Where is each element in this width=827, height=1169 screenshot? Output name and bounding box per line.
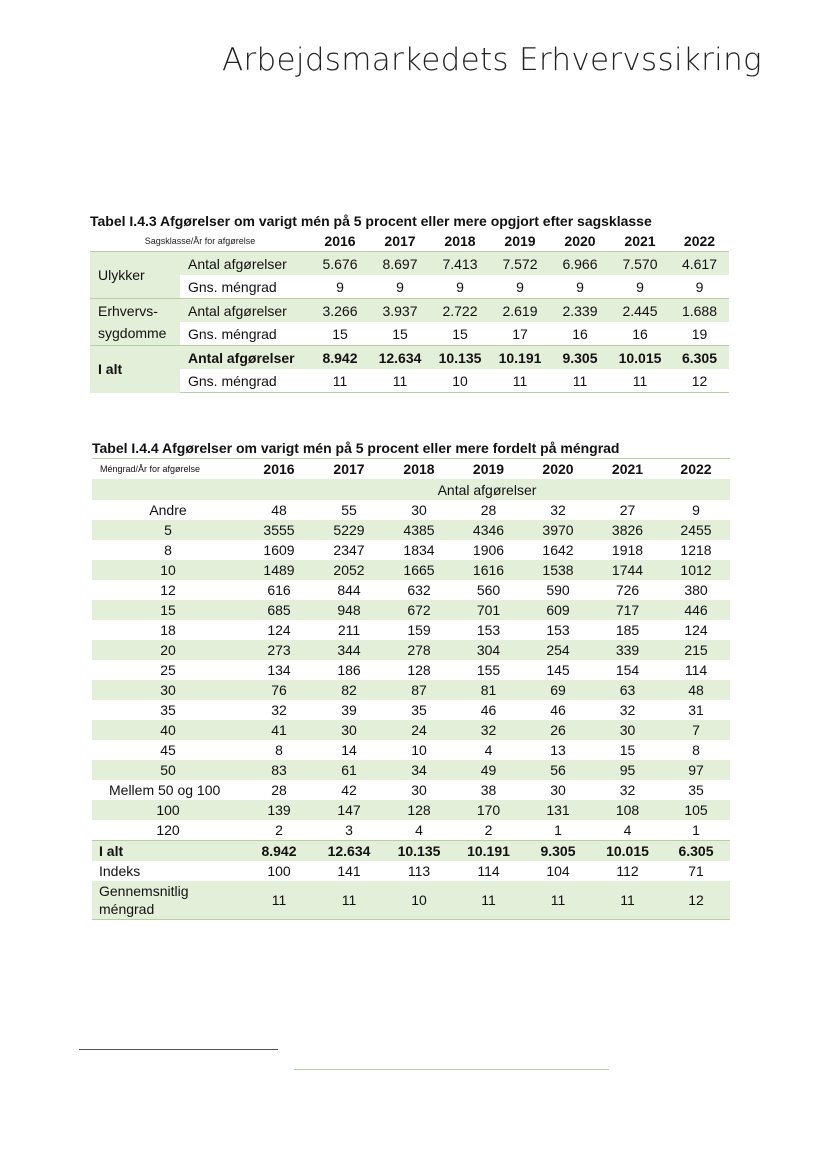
table-cell: 10 <box>384 881 454 920</box>
table-cell: 15 <box>619 742 636 758</box>
row-label: 50 <box>92 760 244 780</box>
table-cell: 5229 <box>314 520 384 540</box>
table-cell: 1 <box>554 822 562 838</box>
table-cell: 1538 <box>523 560 593 580</box>
table-cell: 12.634 <box>370 346 430 370</box>
table-cell: 4385 <box>384 520 454 540</box>
table-cell: 254 <box>523 640 593 660</box>
table-cell: 844 <box>337 582 361 598</box>
table-cell: 1906 <box>472 542 505 558</box>
subheader-row <box>92 479 730 500</box>
table-cell: 12 <box>662 881 730 920</box>
table-cell: 590 <box>546 582 570 598</box>
row-label: 10 <box>92 560 244 580</box>
table-cell: 3826 <box>593 520 662 540</box>
table-row <box>92 540 730 560</box>
table-cell: 380 <box>684 582 708 598</box>
row-label: 12 <box>160 582 176 598</box>
table-cell: 10.191 <box>490 346 550 370</box>
table-cell: 154 <box>615 662 640 678</box>
table-cell: 9.305 <box>523 841 593 862</box>
table-row <box>92 620 730 640</box>
row-label: 15 <box>92 600 244 620</box>
table-cell: 8.942 <box>310 346 370 370</box>
table-cell: 1489 <box>244 560 314 580</box>
table-cell: 11 <box>244 881 314 920</box>
table-cell: 155 <box>476 662 501 678</box>
table-cell: 153 <box>476 622 501 638</box>
table-cell: 63 <box>593 680 662 700</box>
row-label: 25 <box>160 662 176 678</box>
table-cell: 1642 <box>542 542 574 558</box>
table-header-row <box>92 459 730 480</box>
table-cell: 30 <box>411 502 427 518</box>
table-cell: 69 <box>523 680 593 700</box>
table-cell: 4 <box>415 822 423 838</box>
table-row <box>90 299 729 323</box>
table-cell: 3.937 <box>370 299 430 323</box>
table-cell: 113 <box>407 863 431 879</box>
table-cell: 31 <box>688 702 704 718</box>
table-cell: 32 <box>454 720 523 740</box>
table-cell: 30 <box>411 782 427 798</box>
table-cell: 97 <box>662 760 730 780</box>
table-cell: 139 <box>244 800 314 820</box>
table-cell: 9 <box>550 275 610 299</box>
table-cell: 717 <box>593 600 662 620</box>
table-cell: 7.572 <box>490 252 550 276</box>
table-cell: 82 <box>314 680 384 700</box>
table-cell: 685 <box>244 600 314 620</box>
table-cell: 32 <box>271 702 287 718</box>
table-cell: 7 <box>662 720 730 740</box>
table-row <box>92 760 730 780</box>
table-cell: 17 <box>490 322 550 346</box>
table-cell: 32 <box>619 702 636 718</box>
table-cell: 3.266 <box>310 299 370 323</box>
table-cell: 145 <box>546 662 570 678</box>
table-row <box>92 560 730 580</box>
table-cell: 6.305 <box>670 346 729 370</box>
row-label: 40 <box>92 720 244 740</box>
table-cell: 344 <box>314 640 384 660</box>
table-cell: 560 <box>476 582 501 598</box>
table-cell: 42 <box>341 782 357 798</box>
table-cell: 28 <box>271 782 287 798</box>
table-cell: 35 <box>411 702 427 718</box>
table-cell: 124 <box>267 622 291 638</box>
table-cell: 134 <box>267 662 291 678</box>
group-label: I alt <box>90 346 180 393</box>
table-cell: 11 <box>490 369 550 393</box>
table-cell: 32 <box>550 502 566 518</box>
table-cell: 186 <box>337 662 361 678</box>
table-row <box>92 640 730 660</box>
row-label: Gns. méngrad <box>180 275 310 299</box>
table-cell: 2.445 <box>610 299 670 323</box>
table-row <box>92 720 730 740</box>
table-cell: 147 <box>314 800 384 820</box>
row-label: 30 <box>92 680 244 700</box>
row-label: 5 <box>92 520 244 540</box>
year-header: 2019 <box>504 233 536 249</box>
table-caption-i43: Tabel I.4.3 Afgørelser om varigt mén på 5 procent eller mere opgjort efter sagsklasse <box>90 213 652 229</box>
table-cell: 9 <box>670 275 729 299</box>
table-cell: 609 <box>523 600 593 620</box>
table-cell: 2.339 <box>550 299 610 323</box>
table-row <box>92 820 730 841</box>
table-cell: 95 <box>593 760 662 780</box>
table-cell: 948 <box>314 600 384 620</box>
table-cell: 2052 <box>314 560 384 580</box>
table-cell: 46 <box>550 702 566 718</box>
table-row <box>92 780 730 800</box>
table-cell: 1744 <box>593 560 662 580</box>
table-cell: 5.676 <box>310 252 370 276</box>
table-cell: 2 <box>275 822 283 838</box>
table-cell: 141 <box>337 863 361 879</box>
table-cell: 114 <box>477 863 500 879</box>
page-header-title: Arbejdsmarkedets Erhvervssikring <box>222 42 762 78</box>
table-cell: 170 <box>454 800 523 820</box>
table-cell: 1 <box>692 822 700 838</box>
table-cell: 15 <box>310 322 370 346</box>
table-cell: 8 <box>275 742 283 758</box>
table-cell: 104 <box>546 863 570 879</box>
table-row <box>92 600 730 620</box>
table-i43 <box>90 231 729 393</box>
table-cell: 1918 <box>611 542 644 558</box>
table-cell: 76 <box>244 680 314 700</box>
table-cell: 1665 <box>384 560 454 580</box>
table-cell: 35 <box>688 782 704 798</box>
row-label: 45 <box>160 742 176 758</box>
year-header: 2017 <box>384 233 416 249</box>
table-cell: 30 <box>593 720 662 740</box>
table-cell: 48 <box>662 680 730 700</box>
table-cell: 1616 <box>454 560 523 580</box>
row-label: Indeks <box>99 863 141 879</box>
footer-divider <box>294 1069 609 1070</box>
year-header: 2020 <box>564 233 596 249</box>
table-cell: 32 <box>619 782 636 798</box>
table-cell: 446 <box>662 600 730 620</box>
row-label: 8 <box>164 542 172 558</box>
table-row <box>90 252 729 276</box>
year-header: 2018 <box>444 233 476 249</box>
table-cell: 632 <box>407 582 431 598</box>
table-cell: 8 <box>692 742 700 758</box>
table-cell: 7.570 <box>610 252 670 276</box>
table-cell: 3555 <box>244 520 314 540</box>
row-label: 35 <box>160 702 176 718</box>
table-cell: 11 <box>550 369 610 393</box>
table-row <box>92 520 730 540</box>
table-cell: 153 <box>546 622 570 638</box>
table-cell: 30 <box>314 720 384 740</box>
table-cell: 38 <box>480 782 497 798</box>
corner-label: Sagsklasse/År for afgørelse <box>144 236 256 246</box>
year-header: 2018 <box>384 459 454 480</box>
table-cell: 2.722 <box>430 299 490 323</box>
table-cell: 11 <box>314 881 384 920</box>
table-cell: 16 <box>550 322 610 346</box>
table-cell: 28 <box>480 502 497 518</box>
table-cell: 2455 <box>662 520 730 540</box>
table-cell: 24 <box>384 720 454 740</box>
year-header: 2020 <box>523 459 593 480</box>
table-cell: 10.135 <box>430 346 490 370</box>
corner-label: Méngrad/År for afgørelse <box>92 459 244 480</box>
table-cell: 1834 <box>403 542 435 558</box>
table-cell: 4 <box>484 742 493 758</box>
table-cell: 11 <box>370 369 430 393</box>
table-cell: 12 <box>670 369 729 393</box>
table-cell: 304 <box>454 640 523 660</box>
table-cell: 1012 <box>662 560 730 580</box>
table-cell: 7.413 <box>430 252 490 276</box>
table-cell: 30 <box>550 782 566 798</box>
table-cell: 8.942 <box>244 841 314 862</box>
table-cell: 4.617 <box>670 252 729 276</box>
table-cell: 9 <box>610 275 670 299</box>
table-cell: 6.966 <box>550 252 610 276</box>
table-cell: 159 <box>407 622 431 638</box>
table-cell: 211 <box>337 622 361 638</box>
table-cell: 273 <box>244 640 314 660</box>
year-header: 2017 <box>314 459 384 480</box>
row-label: Gns. méngrad <box>180 369 310 393</box>
row-label: Antal afgørelser <box>180 252 310 276</box>
table-row <box>92 700 730 720</box>
year-header: 2022 <box>662 459 730 480</box>
table-cell: 11 <box>523 881 593 920</box>
table-row <box>90 346 729 370</box>
row-label: Mellem 50 og 100 <box>109 782 221 798</box>
table-cell: 9 <box>430 275 490 299</box>
table-body <box>92 500 730 841</box>
row-label: 18 <box>160 622 176 638</box>
table-cell: 34 <box>384 760 454 780</box>
table-cell: 616 <box>267 582 291 598</box>
table-caption-i44: Tabel I.4.4 Afgørelser om varigt mén på 5 procent eller mere fordelt på méngrad <box>92 440 620 456</box>
footnote-divider <box>79 1049 278 1050</box>
table-header-row <box>90 231 729 252</box>
table-cell: 124 <box>684 622 708 638</box>
table-cell: 49 <box>454 760 523 780</box>
table-cell: 27 <box>619 502 636 518</box>
table-cell: 185 <box>615 622 640 638</box>
year-header: 2016 <box>244 459 314 480</box>
table-cell: 10.191 <box>454 841 523 862</box>
table-cell: 71 <box>688 863 704 879</box>
table-cell: 11 <box>454 881 523 920</box>
table-cell: 112 <box>616 863 639 879</box>
table-row <box>92 500 730 520</box>
row-label: Andre <box>149 502 187 518</box>
row-label: Antal afgørelser <box>180 299 310 323</box>
row-label: 120 <box>156 822 180 838</box>
row-label: Gns. méngrad <box>180 322 310 346</box>
table-cell: 41 <box>244 720 314 740</box>
table-cell: 55 <box>341 502 357 518</box>
table-cell: 46 <box>480 702 497 718</box>
group-label: Erhvervs- sygdomme <box>90 299 180 346</box>
subheader-spacer <box>92 479 244 500</box>
table-cell: 48 <box>271 502 287 518</box>
table-cell: 128 <box>407 662 431 678</box>
table-cell: 9 <box>310 275 370 299</box>
year-header: 2022 <box>683 233 716 249</box>
table-row <box>92 580 730 600</box>
table-row <box>90 322 729 346</box>
table-cell: 1218 <box>680 542 712 558</box>
row-label: I alt <box>92 841 244 862</box>
row-label: Gennemsnitlig méngrad <box>92 881 244 920</box>
table-cell: 2347 <box>333 542 365 558</box>
table-cell: 278 <box>384 640 454 660</box>
table-cell: 701 <box>454 600 523 620</box>
table-cell: 13 <box>550 742 566 758</box>
table-cell: 10.135 <box>384 841 454 862</box>
year-header: 2021 <box>624 233 656 249</box>
table-cell: 15 <box>370 322 430 346</box>
total-row <box>92 841 730 862</box>
year-header: 2016 <box>324 233 356 249</box>
table-cell: 2.619 <box>490 299 550 323</box>
table-cell: 83 <box>244 760 314 780</box>
year-header: 2019 <box>454 459 523 480</box>
table-cell: 11 <box>593 881 662 920</box>
table-cell: 131 <box>523 800 593 820</box>
table-cell: 3 <box>345 822 353 838</box>
subheader-label: Antal afgørelser <box>244 479 730 500</box>
table-cell: 16 <box>610 322 670 346</box>
table-cell: 8.697 <box>370 252 430 276</box>
table-cell: 81 <box>454 680 523 700</box>
table-cell: 100 <box>267 863 291 879</box>
table-cell: 9 <box>692 502 700 518</box>
index-row <box>92 861 730 881</box>
table-row <box>92 800 730 820</box>
table-cell: 19 <box>670 322 729 346</box>
table-cell: 87 <box>384 680 454 700</box>
row-label: 20 <box>92 640 244 660</box>
table-cell: 1609 <box>263 542 295 558</box>
table-cell: 26 <box>523 720 593 740</box>
table-cell: 1.688 <box>670 299 729 323</box>
table-cell: 215 <box>662 640 730 660</box>
table-cell: 15 <box>430 322 490 346</box>
table-row <box>92 680 730 700</box>
table-row <box>90 275 729 299</box>
row-label: 100 <box>92 800 244 820</box>
table-row <box>92 660 730 680</box>
table-cell: 10 <box>430 369 490 393</box>
table-cell: 339 <box>593 640 662 660</box>
average-row <box>92 881 730 920</box>
table-cell: 39 <box>341 702 357 718</box>
table-cell: 672 <box>384 600 454 620</box>
table-cell: 4346 <box>454 520 523 540</box>
table-cell: 14 <box>341 742 357 758</box>
table-cell: 61 <box>314 760 384 780</box>
table-cell: 9 <box>370 275 430 299</box>
table-cell: 114 <box>684 662 708 678</box>
table-cell: 726 <box>615 582 640 598</box>
year-header: 2021 <box>593 459 662 480</box>
table-cell: 128 <box>384 800 454 820</box>
table-cell: 11 <box>310 369 370 393</box>
table-cell: 2 <box>484 822 493 838</box>
table-cell: 10.015 <box>593 841 662 862</box>
table-row <box>92 740 730 760</box>
table-cell: 105 <box>662 800 730 820</box>
table-cell: 10 <box>411 742 427 758</box>
table-cell: 12.634 <box>314 841 384 862</box>
table-row <box>90 369 729 393</box>
table-cell: 3970 <box>523 520 593 540</box>
table-cell: 11 <box>610 369 670 393</box>
table-cell: 10.015 <box>610 346 670 370</box>
table-cell: 6.305 <box>662 841 730 862</box>
row-label: Antal afgørelser <box>180 346 310 370</box>
table-i44 <box>92 458 730 920</box>
table-cell: 56 <box>523 760 593 780</box>
table-cell: 9.305 <box>550 346 610 370</box>
table-cell: 9 <box>490 275 550 299</box>
table-cell: 108 <box>593 800 662 820</box>
group-label: Ulykker <box>90 252 180 299</box>
table-cell: 4 <box>623 822 632 838</box>
